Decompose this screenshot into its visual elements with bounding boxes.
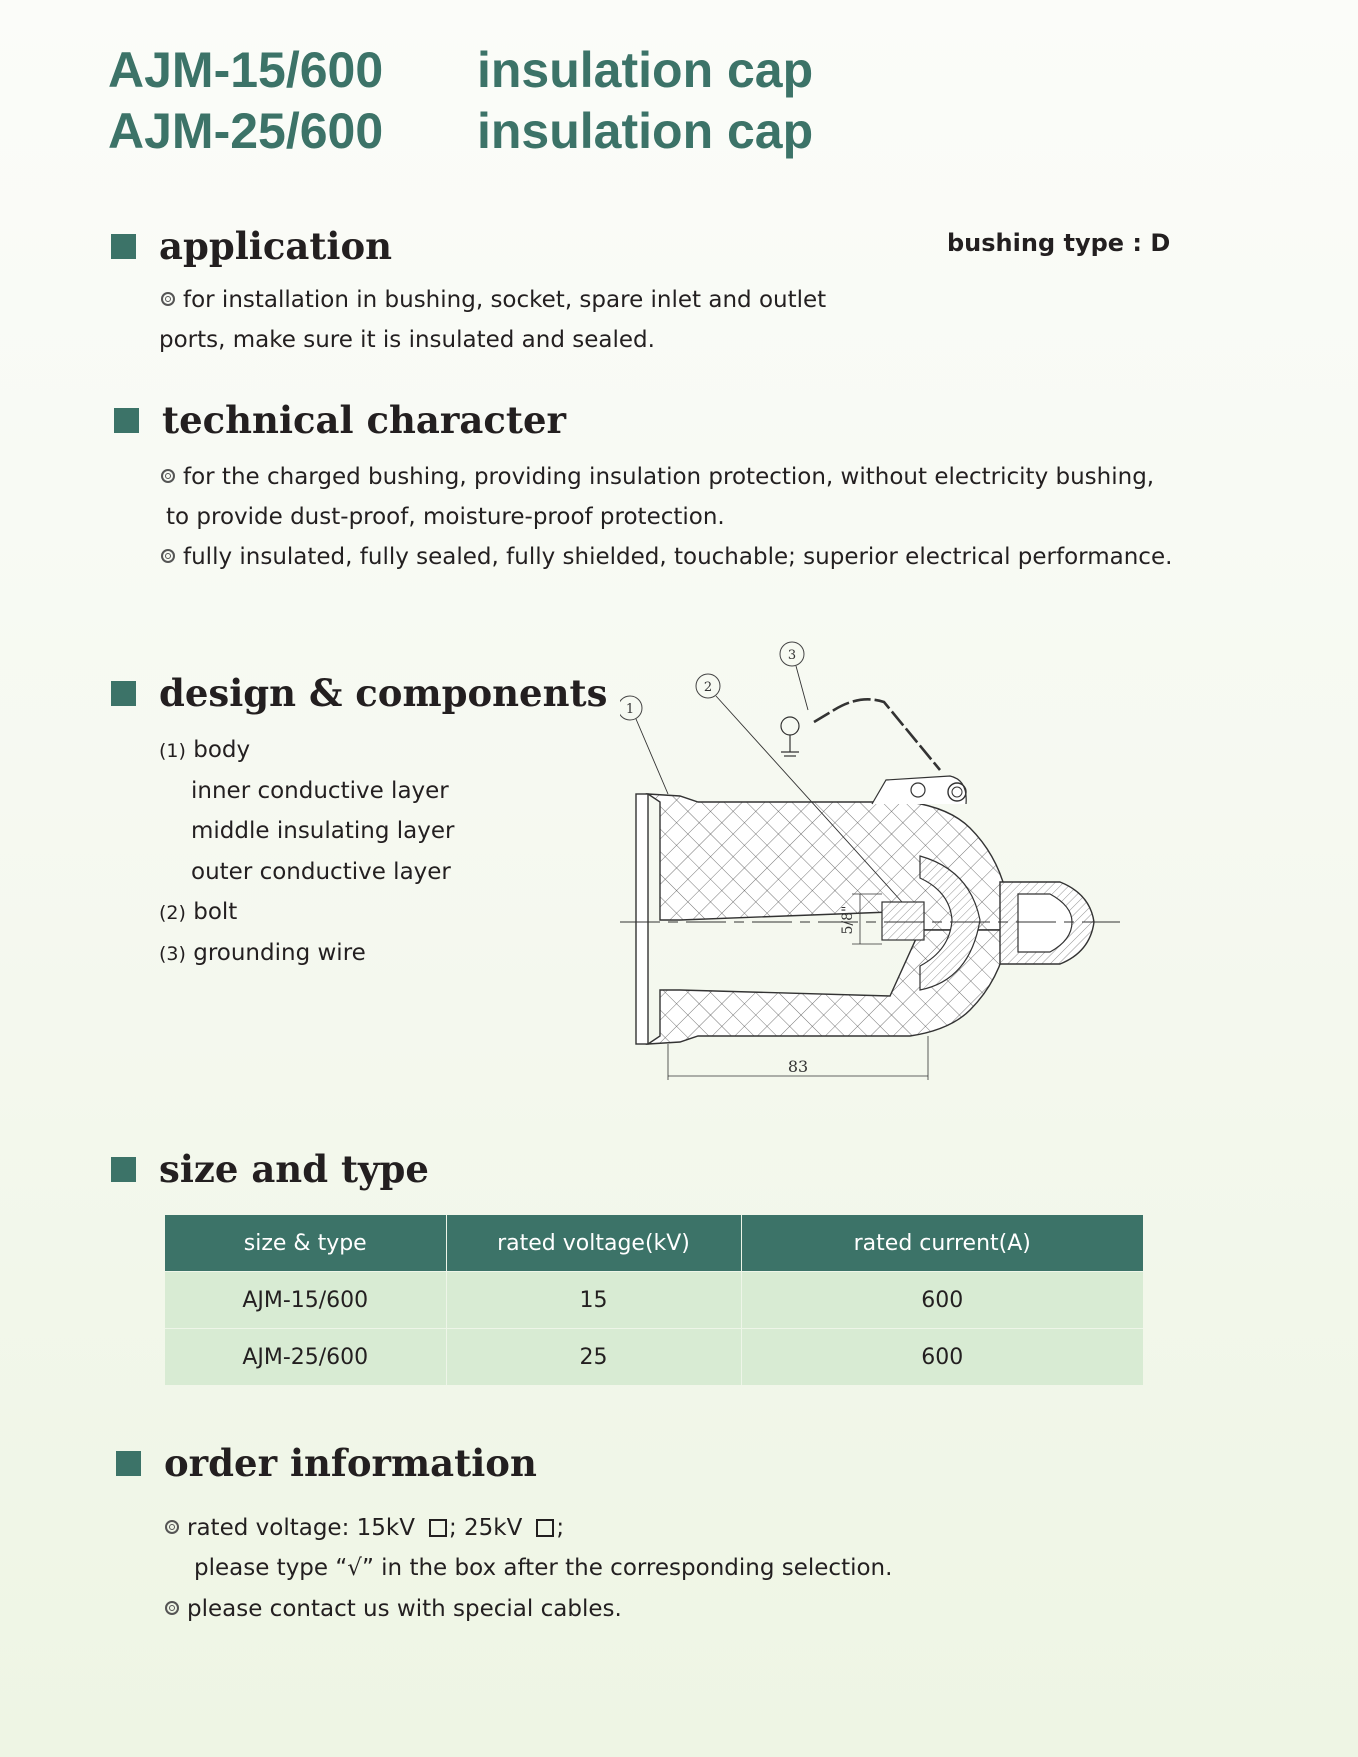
table-row <box>165 1329 1143 1386</box>
section-title-technical: technical character <box>162 398 566 442</box>
section-marker-design <box>111 681 136 706</box>
bullet-circle-icon <box>165 1520 179 1534</box>
model-number-2: AJM-25/600 <box>108 103 384 159</box>
component-item-inner-layer: inner conductive layer <box>191 778 449 804</box>
bullet-circle-icon <box>161 469 175 483</box>
size-type-table <box>165 1215 1143 1385</box>
order-voltage-line: rated voltage: 15kV ; 25kV ; <box>165 1513 564 1543</box>
checkbox-25kv[interactable] <box>536 1519 554 1537</box>
component-item-middle-layer: middle insulating layer <box>191 818 455 844</box>
insulation-cap-drawing <box>620 630 1140 1090</box>
technical-line-2: to provide dust-proof, moisture-proof protection. <box>166 504 725 530</box>
table-cell: 600 <box>741 1272 1143 1329</box>
table-row <box>165 1272 1143 1329</box>
column-header-current: rated current(A) <box>741 1215 1143 1272</box>
component-item-body: (1) body <box>159 737 251 763</box>
table-cell: AJM-15/600 <box>165 1272 446 1329</box>
component-item-grounding-wire: (3) grounding wire <box>159 940 366 966</box>
table-cell: 25 <box>446 1329 741 1386</box>
product-name-2: insulation cap <box>477 103 814 159</box>
section-title-application: application <box>159 224 393 268</box>
product-name-1: insulation cap <box>477 42 814 98</box>
ground-terminal <box>781 717 799 735</box>
section-title-order: order information <box>164 1441 537 1485</box>
section-title-size: size and type <box>159 1147 429 1191</box>
section-marker-application <box>111 234 136 259</box>
column-header-size-type: size & type <box>165 1215 446 1272</box>
table-header-row <box>165 1215 1143 1272</box>
column-header-voltage: rated voltage(kV) <box>446 1215 741 1272</box>
table-cell: 15 <box>446 1272 741 1329</box>
section-marker-technical <box>114 408 139 433</box>
checkbox-15kv[interactable] <box>429 1519 447 1537</box>
technical-line-3: fully insulated, fully sealed, fully shielded, touchable; superior electrical performance. <box>161 542 1172 572</box>
dimension-thread-label: 5/8" <box>840 905 856 935</box>
dimension-length-label: 83 <box>787 1057 809 1076</box>
bolt-shape <box>882 902 924 940</box>
section-marker-size <box>111 1157 136 1182</box>
application-line-1: for installation in bushing, socket, spare inlet and outlet <box>161 285 826 315</box>
callout-2-label: 2 <box>703 680 713 695</box>
component-item-bolt: (2) bolt <box>159 899 238 925</box>
order-instruction: please type “√” in the box after the corresponding selection. <box>194 1555 893 1581</box>
callout-1-label: 1 <box>625 702 635 717</box>
technical-line-1: for the charged bushing, providing insulation protection, without electricity bushing, <box>161 462 1154 492</box>
bullet-circle-icon <box>161 292 175 306</box>
bushing-type-label: bushing type : D <box>947 229 1171 257</box>
callout-3-label: 3 <box>787 648 797 663</box>
section-title-design: design & components <box>159 671 608 715</box>
order-contact-line: please contact us with special cables. <box>165 1594 622 1624</box>
section-marker-order <box>116 1451 141 1476</box>
bullet-circle-icon <box>165 1601 179 1615</box>
flange-rim <box>636 794 648 1044</box>
model-number-1: AJM-15/600 <box>108 42 384 98</box>
application-line-2: ports, make sure it is insulated and sealed. <box>159 327 655 353</box>
component-item-outer-layer: outer conductive layer <box>191 859 451 885</box>
table-cell: 600 <box>741 1329 1143 1386</box>
grounding-wire-shape <box>814 699 940 770</box>
bullet-circle-icon <box>161 549 175 563</box>
table-cell: AJM-25/600 <box>165 1329 446 1386</box>
